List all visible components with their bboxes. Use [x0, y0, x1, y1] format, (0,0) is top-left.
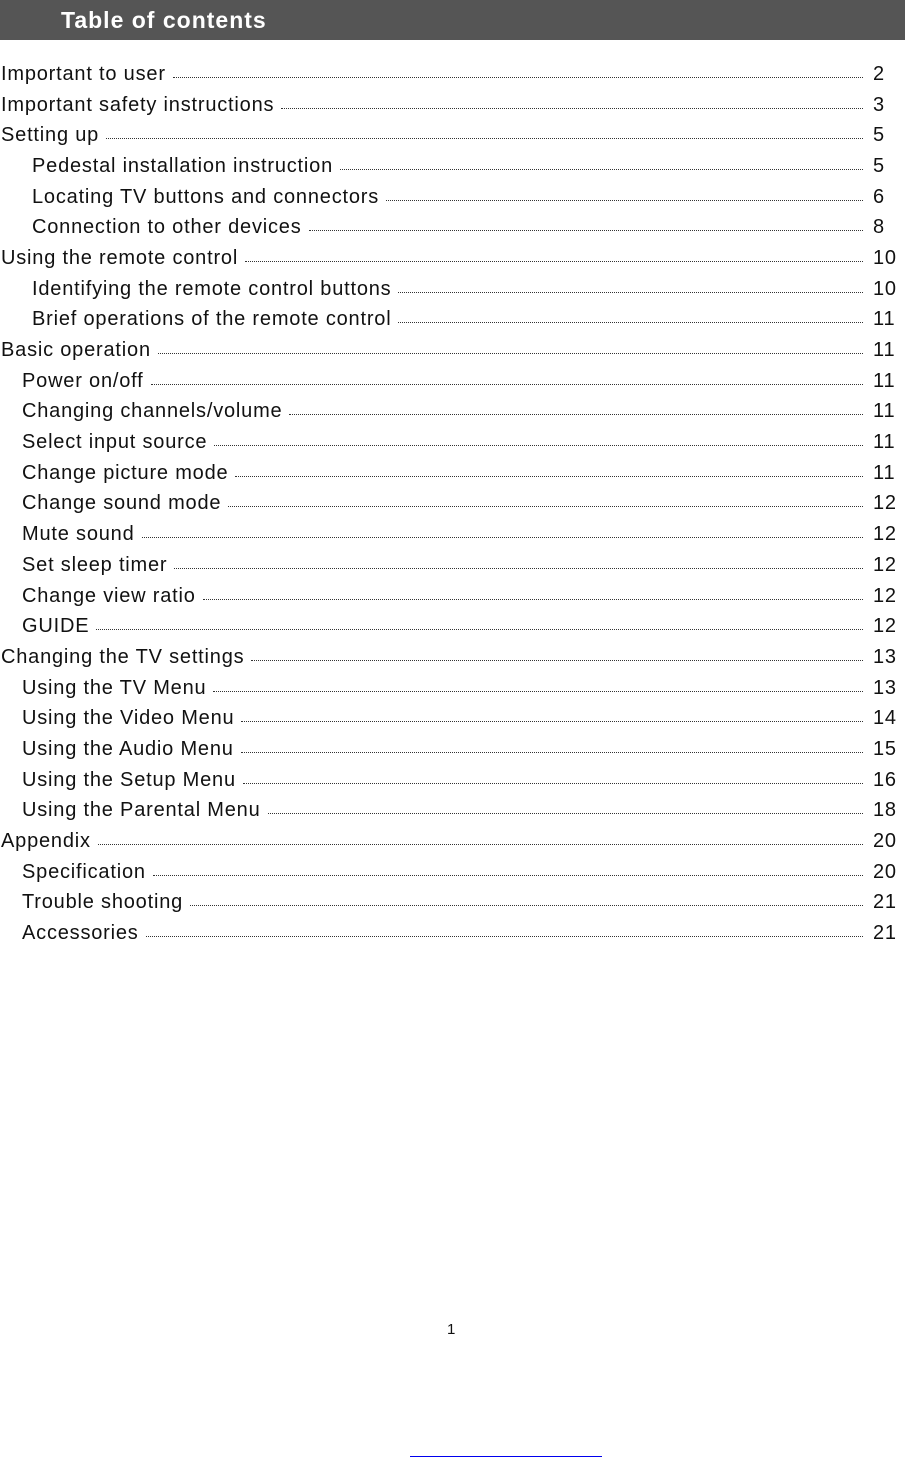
toc-dot-leader: [151, 384, 863, 385]
toc-dot-leader: [340, 169, 863, 170]
toc-entry-page-number: 11: [873, 339, 896, 362]
toc-entry[interactable]: [0, 243, 905, 274]
toc-entry-label: Setting up: [1, 124, 100, 147]
toc-entry-label: Changing the TV settings: [1, 645, 245, 668]
toc-entry[interactable]: [0, 673, 905, 704]
toc-entry[interactable]: [0, 519, 905, 550]
toc-entry-label: Identifying the remote control buttons: [32, 277, 392, 300]
toc-entry-label: Important to user: [1, 62, 166, 85]
toc-dot-leader: [281, 108, 863, 109]
toc-entry-label: Mute sound: [22, 523, 135, 546]
toc-entry-page-number: 14: [873, 707, 897, 730]
toc-entry[interactable]: [0, 765, 905, 796]
toc-dot-leader: [386, 200, 863, 201]
toc-entry-page-number: 11: [873, 308, 896, 331]
toc-dot-leader: [96, 629, 863, 630]
toc-entry-page-number: 11: [873, 400, 896, 423]
toc-entry-label: Using the Parental Menu: [22, 799, 261, 822]
toc-entry-page-number: 11: [873, 461, 896, 484]
toc-entry[interactable]: [0, 857, 905, 888]
toc-entry[interactable]: [0, 611, 905, 642]
toc-dot-leader: [251, 660, 863, 661]
toc-entry-page-number: 2: [873, 62, 885, 85]
toc-entry-page-number: 16: [873, 768, 897, 791]
toc-entry[interactable]: [0, 212, 905, 243]
toc-entry-page-number: 13: [873, 645, 897, 668]
page-number: 1: [447, 1321, 456, 1338]
toc-entry-label: Using the Video Menu: [22, 707, 235, 730]
toc-entry-page-number: 12: [873, 523, 897, 546]
toc-entry-page-number: 21: [873, 891, 897, 914]
toc-entry-label: Using the Setup Menu: [22, 768, 236, 791]
toc-entry[interactable]: [0, 489, 905, 520]
toc-entry-label: Changing channels/volume: [22, 400, 283, 423]
toc-entry-page-number: 3: [873, 93, 885, 116]
toc-dot-leader: [174, 568, 863, 569]
toc-entry-label: Select input source: [22, 431, 208, 454]
toc-dot-leader: [398, 292, 863, 293]
toc-entry-label: Change sound mode: [22, 492, 222, 515]
toc-entry[interactable]: [0, 581, 905, 612]
toc-dot-leader: [98, 844, 863, 845]
toc-entry-label: Using the Audio Menu: [22, 737, 234, 760]
toc-entry-label: Trouble shooting: [22, 891, 184, 914]
toc-entry[interactable]: [0, 703, 905, 734]
toc-entry-label: Change view ratio: [22, 584, 196, 607]
toc-dot-leader: [214, 445, 863, 446]
toc-dot-leader: [106, 138, 863, 139]
toc-dot-leader: [309, 230, 863, 231]
toc-entry-page-number: 5: [873, 154, 885, 177]
toc-entry-label: Basic operation: [1, 339, 151, 362]
toc-dot-leader: [213, 691, 863, 692]
toc-entry-page-number: 15: [873, 737, 897, 760]
toc-entry-page-number: 12: [873, 615, 897, 638]
toc-entry-label: Brief operations of the remote control: [32, 308, 392, 331]
toc-entry-page-number: 6: [873, 185, 885, 208]
toc-dot-leader: [146, 936, 863, 937]
toc-entry-label: Change picture mode: [22, 461, 229, 484]
toc-entry[interactable]: [0, 458, 905, 489]
toc-entry[interactable]: [0, 151, 905, 182]
toc-dot-leader: [142, 537, 863, 538]
toc-dot-leader: [228, 506, 863, 507]
toc-dot-leader: [289, 414, 863, 415]
toc-dot-leader: [235, 476, 863, 477]
toc-entry[interactable]: [0, 90, 905, 121]
toc-entry-label: Using the remote control: [1, 246, 239, 269]
toc-entry-label: Using the TV Menu: [22, 676, 207, 699]
toc-entry[interactable]: [0, 397, 905, 428]
toc-entry-label: GUIDE: [22, 615, 90, 638]
toc-dot-leader: [245, 261, 863, 262]
toc-entry[interactable]: [0, 120, 905, 151]
toc-dot-leader: [190, 905, 863, 906]
toc-dot-leader: [203, 599, 863, 600]
toc-entry-label: Specification: [22, 860, 146, 883]
table-of-contents-list: [0, 59, 905, 949]
toc-entry[interactable]: [0, 796, 905, 827]
toc-entry[interactable]: [0, 366, 905, 397]
header-bar: [0, 0, 905, 40]
toc-entry-page-number: 11: [873, 431, 896, 454]
toc-entry-page-number: 12: [873, 553, 897, 576]
toc-entry-page-number: 20: [873, 830, 897, 853]
toc-dot-leader: [243, 783, 863, 784]
toc-entry[interactable]: [0, 888, 905, 919]
toc-dot-leader: [398, 322, 863, 323]
toc-entry-page-number: 12: [873, 492, 897, 515]
toc-entry[interactable]: [0, 427, 905, 458]
toc-entry[interactable]: [0, 335, 905, 366]
toc-entry-page-number: 8: [873, 216, 885, 239]
toc-entry-page-number: 10: [873, 277, 897, 300]
toc-entry-label: Connection to other devices: [32, 216, 302, 239]
toc-entry[interactable]: [0, 642, 905, 673]
toc-entry-page-number: 5: [873, 124, 885, 147]
toc-entry[interactable]: [0, 274, 905, 305]
toc-dot-leader: [158, 353, 863, 354]
toc-entry-page-number: 20: [873, 860, 897, 883]
toc-entry[interactable]: [0, 734, 905, 765]
toc-entry-label: Power on/off: [22, 369, 144, 392]
toc-entry-label: Set sleep timer: [22, 553, 168, 576]
toc-entry[interactable]: [0, 59, 905, 90]
toc-entry-label: Locating TV buttons and connectors: [32, 185, 380, 208]
toc-entry-page-number: 21: [873, 922, 897, 945]
toc-dot-leader: [241, 752, 863, 753]
toc-entry-label: Appendix: [1, 830, 91, 853]
toc-entry-page-number: 11: [873, 369, 896, 392]
toc-entry-page-number: 18: [873, 799, 897, 822]
toc-entry[interactable]: [0, 918, 905, 949]
toc-entry[interactable]: [0, 826, 905, 857]
toc-dot-leader: [173, 77, 863, 78]
toc-dot-leader: [241, 721, 863, 722]
page-title: Table of contents: [61, 7, 267, 33]
toc-entry-page-number: 12: [873, 584, 897, 607]
toc-dot-leader: [268, 813, 863, 814]
toc-entry-page-number: 10: [873, 246, 897, 269]
toc-entry-page-number: 13: [873, 676, 897, 699]
toc-entry-label: Pedestal installation instruction: [32, 154, 333, 177]
toc-entry[interactable]: [0, 182, 905, 213]
toc-entry-label: Important safety instructions: [1, 93, 275, 116]
toc-dot-leader: [153, 875, 863, 876]
toc-entry-label: Accessories: [22, 922, 139, 945]
footer-link-underline[interactable]: [410, 1456, 602, 1457]
toc-entry[interactable]: [0, 305, 905, 336]
toc-entry[interactable]: [0, 550, 905, 581]
